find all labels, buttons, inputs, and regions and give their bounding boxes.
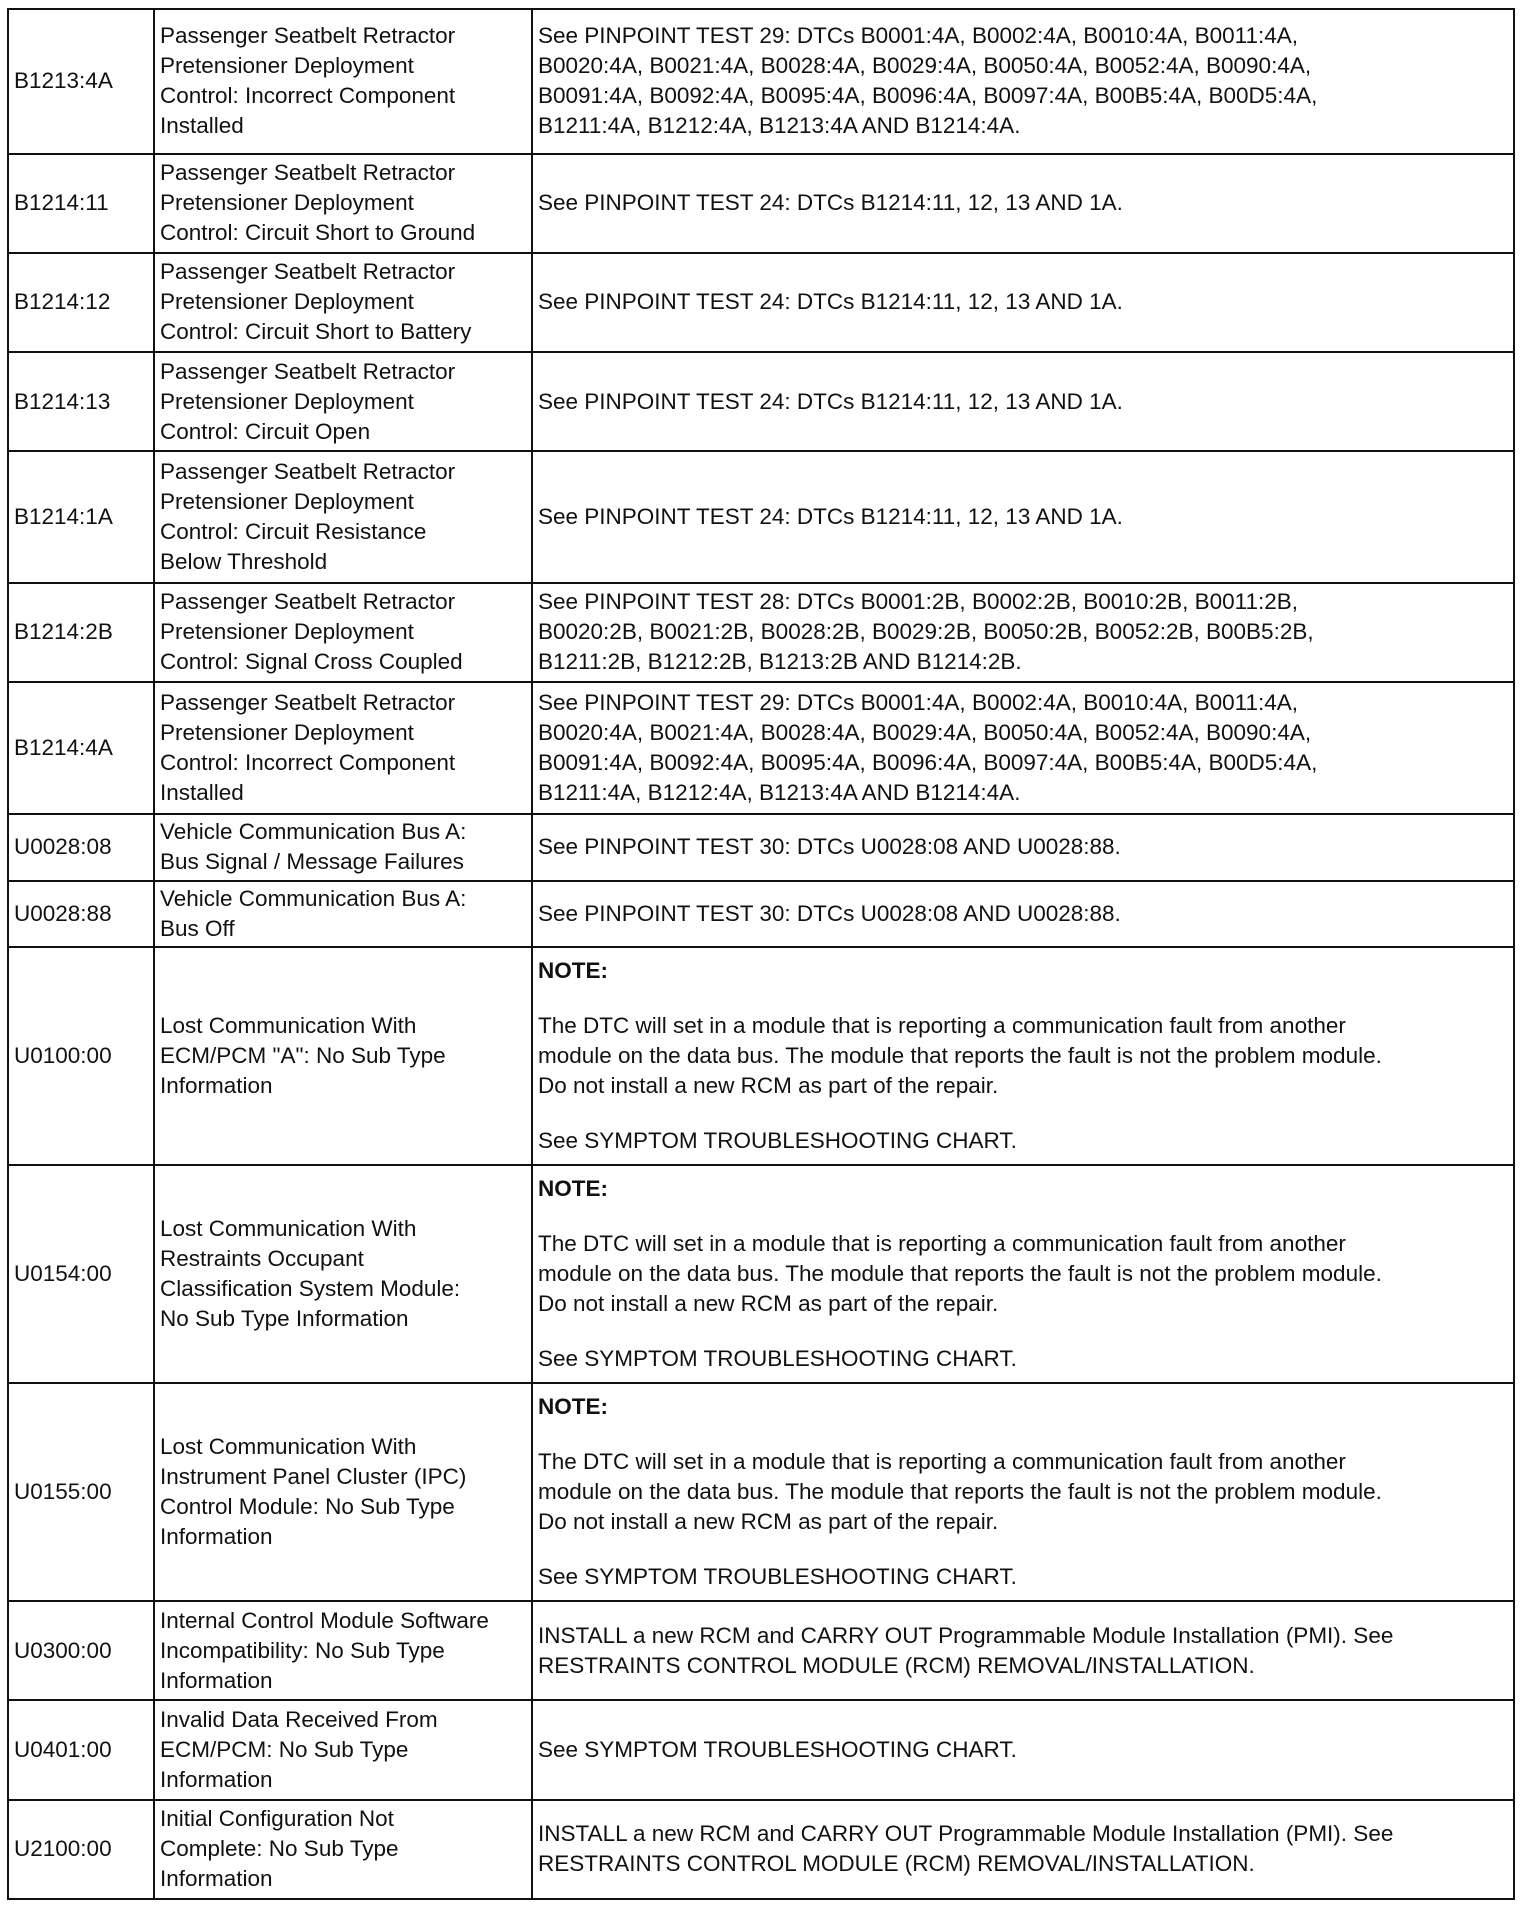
dtc-code-cell: U0155:00: [8, 1383, 154, 1601]
dtc-description-cell: [154, 814, 532, 881]
note-body-line: Do not install a new RCM as part of the repair.: [538, 1073, 999, 1099]
action-line: B1211:2B, B1212:2B, B1213:2B AND B1214:2B.: [538, 649, 1022, 675]
table-row: [8, 682, 1514, 814]
description-line: Passenger Seatbelt Retractor: [160, 459, 456, 485]
note-body: [538, 1229, 1507, 1319]
action-line: See PINPOINT TEST 24: DTCs B1214:11, 12, 13 AND 1A.: [538, 190, 1123, 216]
description-line: Pretensioner Deployment: [160, 289, 414, 315]
description-line: Passenger Seatbelt Retractor: [160, 259, 456, 285]
dtc-action-cell: [532, 1800, 1514, 1899]
dtc-table: [7, 8, 1515, 1900]
description-line: Control: Circuit Short to Battery: [160, 319, 472, 345]
description-line: Control: Incorrect Component: [160, 749, 456, 775]
description-line: Complete: No Sub Type: [160, 1836, 399, 1862]
dtc-code-cell: U0154:00: [8, 1165, 154, 1383]
dtc-action-cell: [532, 1601, 1514, 1700]
action-line: See PINPOINT TEST 29: DTCs B0001:4A, B0002:4A, B0010:4A, B0011:4A,: [538, 23, 1299, 49]
action-line: See PINPOINT TEST 24: DTCs B1214:11, 12, 13 AND 1A.: [538, 388, 1123, 414]
description-line: Pretensioner Deployment: [160, 388, 414, 414]
action-line: B1211:4A, B1212:4A, B1213:4A AND B1214:4A.: [538, 779, 1021, 805]
action-line: B0020:2B, B0021:2B, B0028:2B, B0029:2B, B0050:2B, B0052:2B, B00B5:2B,: [538, 619, 1314, 645]
note-body-line: module on the data bus. The module that reports the fault is not the problem module.: [538, 1261, 1382, 1287]
description-line: Restraints Occupant: [160, 1246, 364, 1272]
description-line: Control: Circuit Short to Ground: [160, 220, 476, 246]
dtc-description-cell: [154, 253, 532, 352]
table-row: [8, 1601, 1514, 1700]
note-body-line: The DTC will set in a module that is reporting a communication fault from another: [538, 1013, 1346, 1039]
description-line: Information: [160, 1667, 273, 1693]
table-row: [8, 947, 1514, 1165]
table-row: [8, 881, 1514, 948]
note-reference: See SYMPTOM TROUBLESHOOTING CHART.: [538, 1564, 1017, 1590]
description-line: ECM/PCM "A": No Sub Type: [160, 1043, 446, 1069]
dtc-description-cell: [154, 1165, 532, 1383]
table-row: [8, 9, 1514, 154]
description-line: Internal Control Module Software: [160, 1607, 489, 1633]
description-line: Control: Circuit Resistance: [160, 519, 427, 545]
action-line: B0091:4A, B0092:4A, B0095:4A, B0096:4A, B0097:4A, B00B5:4A, B00D5:4A,: [538, 83, 1318, 109]
action-line: See PINPOINT TEST 30: DTCs U0028:08 AND U0028:88.: [538, 901, 1121, 927]
dtc-description-cell: [154, 881, 532, 948]
action-line: See PINPOINT TEST 28: DTCs B0001:2B, B0002:2B, B0010:2B, B0011:2B,: [538, 589, 1299, 615]
table-row: [8, 814, 1514, 881]
table-row: [8, 583, 1514, 682]
dtc-action-cell: [532, 352, 1514, 451]
note-reference: See SYMPTOM TROUBLESHOOTING CHART.: [538, 1346, 1017, 1372]
dtc-code-cell: B1214:1A: [8, 451, 154, 583]
description-line: Control Module: No Sub Type: [160, 1494, 455, 1520]
dtc-action-cell: [532, 1383, 1514, 1601]
action-line: See SYMPTOM TROUBLESHOOTING CHART.: [538, 1737, 1017, 1763]
table-row: [8, 451, 1514, 583]
description-line: Installed: [160, 779, 244, 805]
description-line: Lost Communication With: [160, 1216, 417, 1242]
dtc-action-cell: [532, 947, 1514, 1165]
description-line: Lost Communication With: [160, 1013, 417, 1039]
note-reference: See SYMPTOM TROUBLESHOOTING CHART.: [538, 1128, 1017, 1154]
description-line: Pretensioner Deployment: [160, 719, 414, 745]
description-line: Pretensioner Deployment: [160, 190, 414, 216]
note-body-line: Do not install a new RCM as part of the repair.: [538, 1291, 999, 1317]
action-line: INSTALL a new RCM and CARRY OUT Programmable Module Installation (PMI). See: [538, 1622, 1394, 1648]
action-line: See PINPOINT TEST 29: DTCs B0001:4A, B0002:4A, B0010:4A, B0011:4A,: [538, 689, 1299, 715]
dtc-action-cell: [532, 1700, 1514, 1799]
dtc-code-cell: U0300:00: [8, 1601, 154, 1700]
description-line: Lost Communication With: [160, 1434, 417, 1460]
description-line: Instrument Panel Cluster (IPC): [160, 1464, 467, 1490]
description-line: Information: [160, 1524, 273, 1550]
dtc-code-cell: U0401:00: [8, 1700, 154, 1799]
dtc-description-cell: [154, 682, 532, 814]
dtc-code-cell: B1214:2B: [8, 583, 154, 682]
dtc-action-cell: [532, 881, 1514, 948]
description-line: Bus Signal / Message Failures: [160, 849, 464, 875]
description-line: Pretensioner Deployment: [160, 53, 414, 79]
description-line: No Sub Type Information: [160, 1306, 409, 1332]
action-line: B0091:4A, B0092:4A, B0095:4A, B0096:4A, B0097:4A, B00B5:4A, B00D5:4A,: [538, 749, 1318, 775]
dtc-action-cell: [532, 1165, 1514, 1383]
description-line: Control: Circuit Open: [160, 418, 371, 444]
dtc-code-cell: B1214:4A: [8, 682, 154, 814]
dtc-action-cell: [532, 253, 1514, 352]
action-line: RESTRAINTS CONTROL MODULE (RCM) REMOVAL/INSTALLATION.: [538, 1851, 1255, 1877]
description-line: Classification System Module:: [160, 1276, 461, 1302]
dtc-code-cell: B1214:13: [8, 352, 154, 451]
note-body-line: The DTC will set in a module that is reporting a communication fault from another: [538, 1449, 1346, 1475]
dtc-description-cell: [154, 1700, 532, 1799]
description-line: Initial Configuration Not: [160, 1806, 394, 1832]
description-line: Passenger Seatbelt Retractor: [160, 589, 456, 615]
description-line: ECM/PCM: No Sub Type: [160, 1737, 409, 1763]
action-line: See PINPOINT TEST 24: DTCs B1214:11, 12, 13 AND 1A.: [538, 504, 1123, 530]
action-line: B0020:4A, B0021:4A, B0028:4A, B0029:4A, B0050:4A, B0052:4A, B0090:4A,: [538, 719, 1312, 745]
dtc-description-cell: [154, 1800, 532, 1899]
description-line: Control: Incorrect Component: [160, 83, 456, 109]
description-line: Information: [160, 1866, 273, 1892]
table-row: [8, 154, 1514, 253]
action-line: See PINPOINT TEST 24: DTCs B1214:11, 12, 13 AND 1A.: [538, 289, 1123, 315]
description-line: Pretensioner Deployment: [160, 489, 414, 515]
note-title: NOTE:: [538, 958, 608, 984]
dtc-action-cell: [532, 154, 1514, 253]
action-line: B1211:4A, B1212:4A, B1213:4A AND B1214:4A.: [538, 113, 1021, 139]
action-line: See PINPOINT TEST 30: DTCs U0028:08 AND U0028:88.: [538, 834, 1121, 860]
dtc-description-cell: [154, 352, 532, 451]
description-line: Passenger Seatbelt Retractor: [160, 689, 456, 715]
description-line: Passenger Seatbelt Retractor: [160, 160, 456, 186]
dtc-code-cell: U0100:00: [8, 947, 154, 1165]
note-body-line: The DTC will set in a module that is reporting a communication fault from another: [538, 1231, 1346, 1257]
note-title: NOTE:: [538, 1394, 608, 1420]
dtc-code-cell: U2100:00: [8, 1800, 154, 1899]
description-line: Bus Off: [160, 916, 235, 942]
note-body-line: Do not install a new RCM as part of the repair.: [538, 1509, 999, 1535]
description-line: Information: [160, 1767, 273, 1793]
dtc-description-cell: [154, 1601, 532, 1700]
dtc-code-cell: U0028:88: [8, 881, 154, 948]
description-line: Control: Signal Cross Coupled: [160, 649, 463, 675]
description-line: Invalid Data Received From: [160, 1707, 438, 1733]
table-row: [8, 253, 1514, 352]
dtc-description-cell: [154, 154, 532, 253]
dtc-code-cell: B1213:4A: [8, 9, 154, 154]
table-row: [8, 1383, 1514, 1601]
note-body-line: module on the data bus. The module that reports the fault is not the problem module.: [538, 1479, 1382, 1505]
dtc-action-cell: [532, 682, 1514, 814]
dtc-description-cell: [154, 1383, 532, 1601]
table-row: [8, 1165, 1514, 1383]
description-line: Pretensioner Deployment: [160, 619, 414, 645]
dtc-action-cell: [532, 814, 1514, 881]
dtc-action-cell: [532, 9, 1514, 154]
description-line: Information: [160, 1073, 273, 1099]
description-line: Passenger Seatbelt Retractor: [160, 23, 456, 49]
dtc-table-body: [8, 9, 1514, 1899]
table-row: [8, 352, 1514, 451]
table-row: [8, 1800, 1514, 1899]
action-line: B0020:4A, B0021:4A, B0028:4A, B0029:4A, B0050:4A, B0052:4A, B0090:4A,: [538, 53, 1312, 79]
dtc-description-cell: [154, 9, 532, 154]
description-line: Passenger Seatbelt Retractor: [160, 358, 456, 384]
description-line: Vehicle Communication Bus A:: [160, 819, 467, 845]
dtc-description-cell: [154, 947, 532, 1165]
description-line: Installed: [160, 113, 244, 139]
dtc-action-cell: [532, 583, 1514, 682]
dtc-code-cell: B1214:12: [8, 253, 154, 352]
description-line: Below Threshold: [160, 549, 328, 575]
note-body: [538, 1011, 1507, 1101]
note-title: NOTE:: [538, 1176, 608, 1202]
note-body: [538, 1447, 1507, 1537]
dtc-action-cell: [532, 451, 1514, 583]
action-line: INSTALL a new RCM and CARRY OUT Programmable Module Installation (PMI). See: [538, 1821, 1394, 1847]
description-line: Incompatibility: No Sub Type: [160, 1637, 445, 1663]
table-row: [8, 1700, 1514, 1799]
dtc-description-cell: [154, 583, 532, 682]
dtc-description-cell: [154, 451, 532, 583]
note-body-line: module on the data bus. The module that reports the fault is not the problem module.: [538, 1043, 1382, 1069]
dtc-code-cell: U0028:08: [8, 814, 154, 881]
dtc-code-cell: B1214:11: [8, 154, 154, 253]
description-line: Vehicle Communication Bus A:: [160, 886, 467, 912]
action-line: RESTRAINTS CONTROL MODULE (RCM) REMOVAL/INSTALLATION.: [538, 1652, 1255, 1678]
